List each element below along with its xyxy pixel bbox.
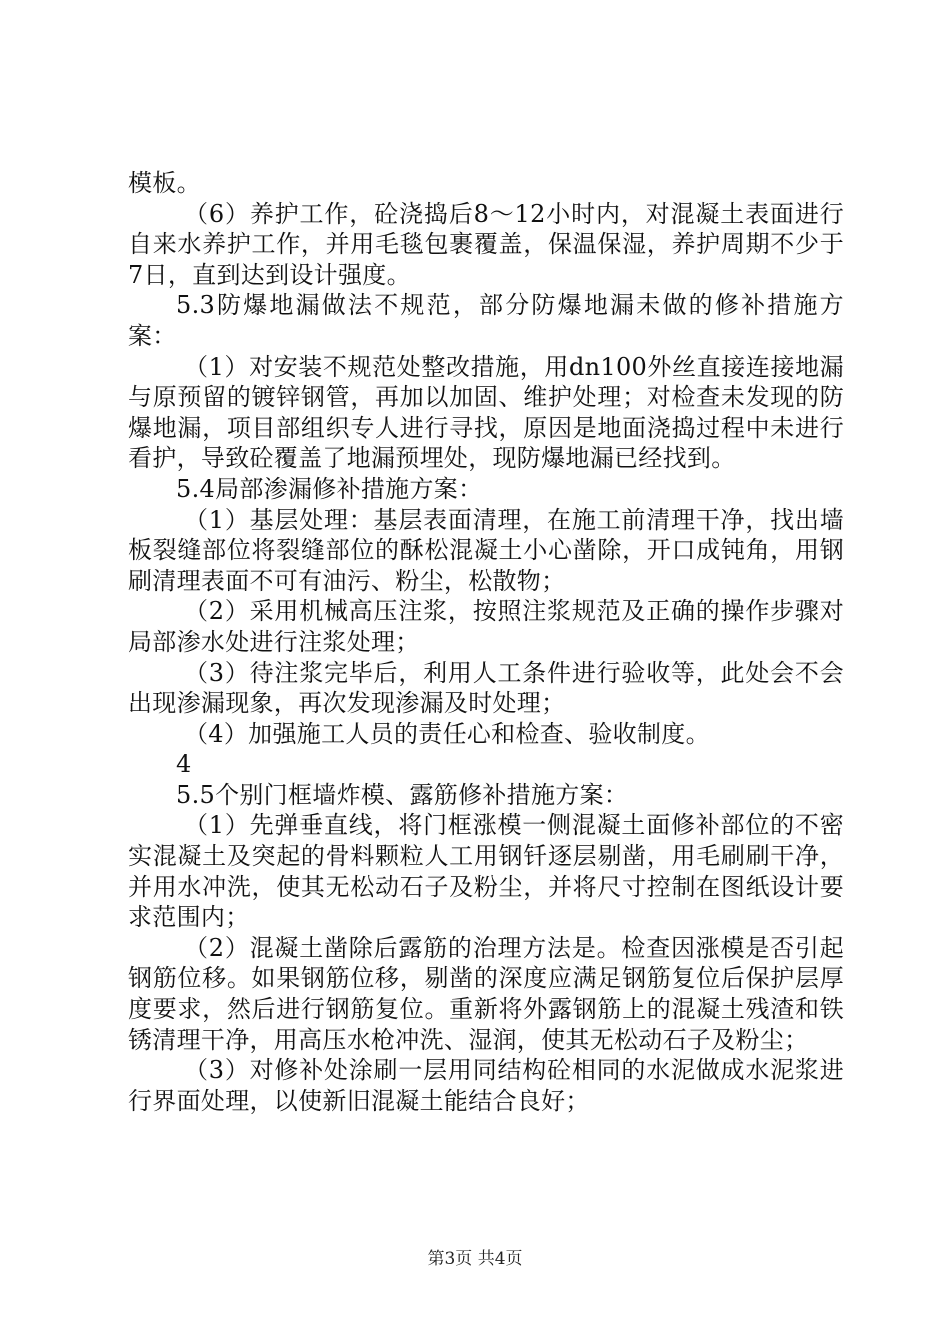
paragraph-continuation: 模板。	[128, 169, 201, 197]
paragraph-floor-drain-step-1: （1）对安装不规范处整改措施，用dn100外丝直接连接地漏与原预留的镀锌钢管，再加以加固、维护处理；对检查未发现的防爆地漏，项目部组织专人进行寻找，原因是地面浇捣过程中未进行看护，导致砼覆盖了地漏预埋处，现防爆地漏已经找到。	[128, 352, 844, 473]
document-body	[128, 168, 844, 1116]
paragraph-curing-step-6: （6）养护工作，砼浇捣后8～12小时内，对混凝土表面进行自来水养护工作，并用毛毯包裹覆盖，保温保湿，养护周期不少于7日，直到达到设计强度。	[128, 199, 844, 289]
paragraph-leak-step-2: （2）采用机械高压注浆，按照注浆规范及正确的操作步骤对局部渗水处进行注浆处理；	[128, 597, 844, 656]
paragraph-formwork-step-1: （1）先弹垂直线，将门框涨模一侧混凝土面修补部位的不密实混凝土及突起的骨料颗粒人工用钢钎逐层剔凿，用毛刷刷干净，并用水冲洗，使其无松动石子及粉尘，并将尺寸控制在图纸设计要求范围内；	[128, 811, 844, 932]
paragraph-leak-step-1: （1）基层处理：基层表面清理，在施工前清理干净，找出墙板裂缝部位将裂缝部位的酥松混凝土小心凿除，开口成钝角，用钢刷清理表面不可有油污、粉尘，松散物；	[128, 505, 844, 595]
section-heading-5-5: 5.5个别门框墙炸模、露筋修补措施方案：	[176, 780, 629, 809]
paragraph-leak-step-3: （3）待注浆完毕后，利用人工条件进行验收等，此处会不会出现渗漏现象，再次发现渗漏及时处理；	[128, 658, 844, 718]
paragraph-formwork-step-3: （3）对修补处涂刷一层用同结构砼相同的水泥做成水泥浆进行界面处理，以使新旧混凝土能结合良好；	[128, 1056, 844, 1115]
stray-number: 4	[176, 750, 192, 779]
paragraph-leak-step-4: （4）加强施工人员的责任心和检查、验收制度。	[184, 719, 710, 748]
paragraph-formwork-step-2: （2）混凝土凿除后露筋的治理方法是。检查因涨模是否引起钢筋位移。如果钢筋位移，剔凿的深度应满足钢筋复位后保护层厚度要求，然后进行钢筋复位。重新将外露钢筋上的混凝土残渣和铁锈清理干净，用高压水枪冲洗、湿润，使其无松动石子及粉尘；	[128, 933, 844, 1054]
section-heading-5-4: 5.4局部渗漏修补措施方案：	[176, 474, 483, 503]
section-heading-5-3: 5.3防爆地漏做法不规范，部分防爆地漏未做的修补措施方案：	[128, 291, 844, 350]
page-footer: 第3页 共4页	[427, 1249, 523, 1269]
